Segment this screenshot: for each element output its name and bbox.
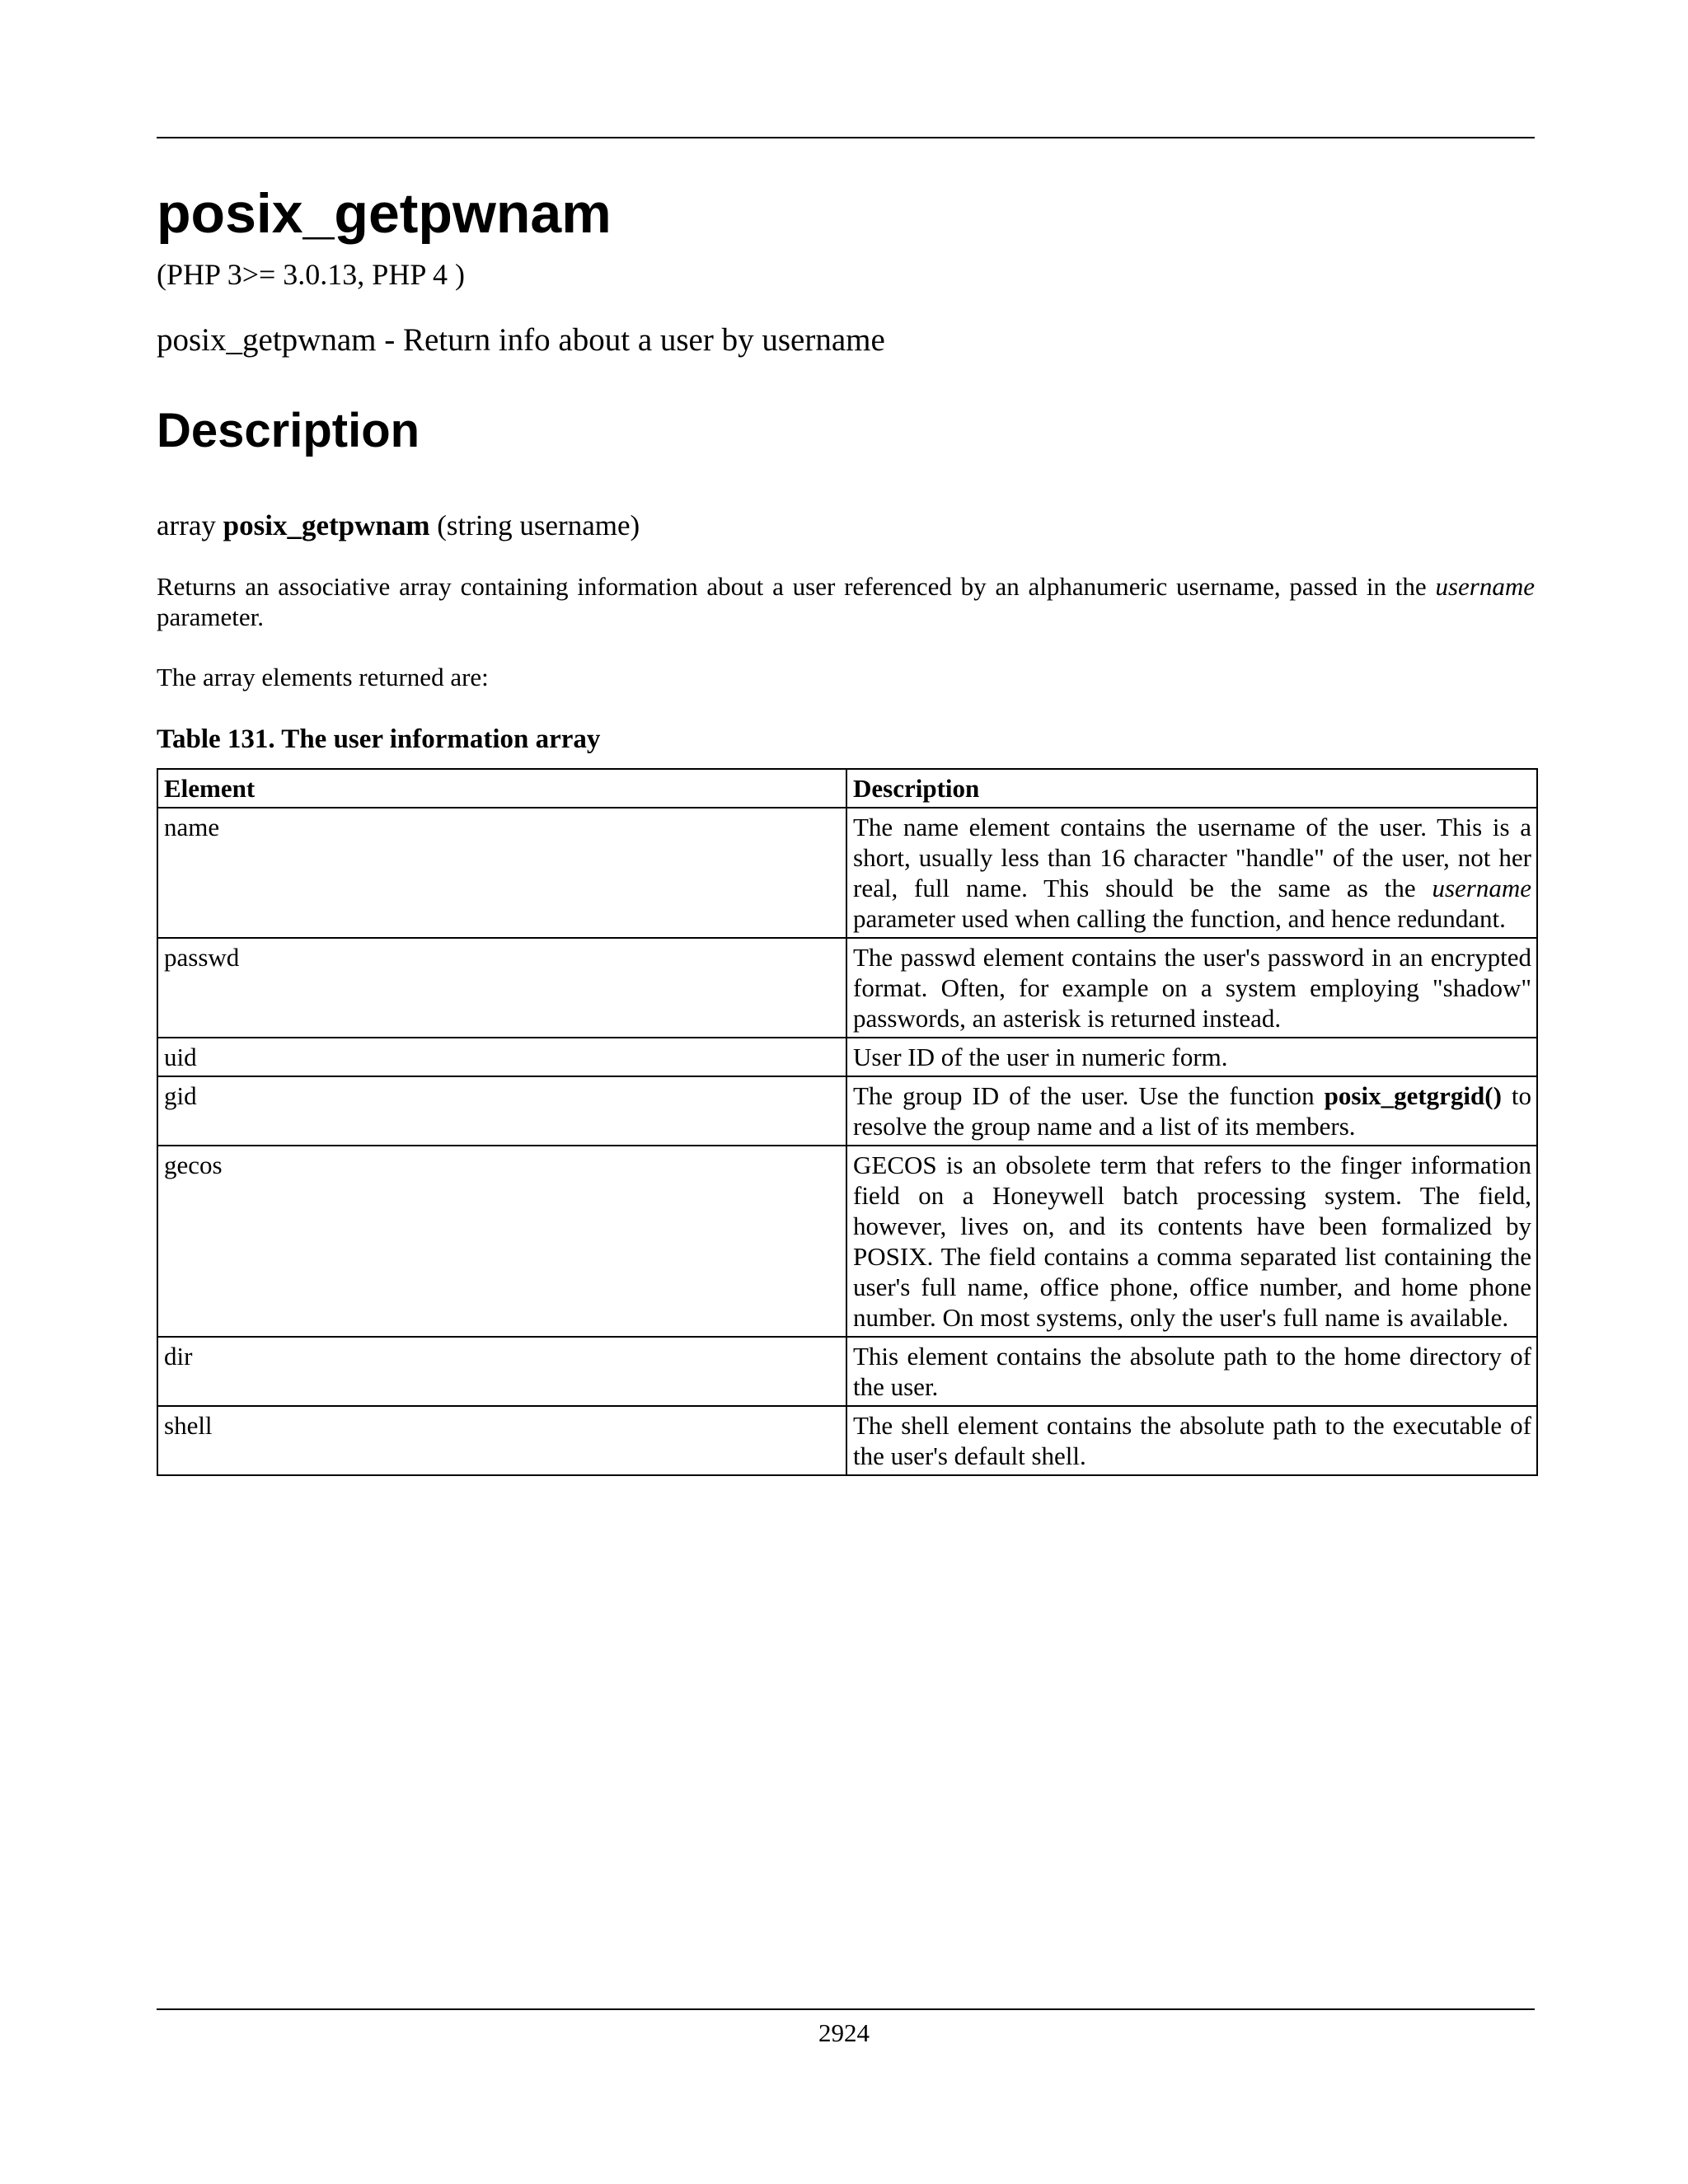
description-text-before: Returns an associative array containing information about a user referenced by an alphanumeric username, passed in the [157,572,1427,601]
description-cell: User ID of the user in numeric form. [846,1038,1537,1076]
description-cell-text: parameter used when calling the function, and hence redundant. [853,904,1506,933]
header-rule [157,137,1535,138]
description-cell: The passwd element contains the user's password in an encrypted format. Often, for example on a system employing "shadow" passwords, an asterisk is returned instead. [846,938,1537,1038]
function-purpose: posix_getpwnam - Return info about a user by username [157,322,885,358]
table-row [157,938,1537,1038]
description-cell: The shell element contains the absolute path to the executable of the user's default shell. [846,1406,1537,1475]
description-param-name: username [1435,572,1535,601]
description-cell-text: The group ID of the user. Use the function [853,1081,1315,1110]
element-cell: passwd [157,938,846,1038]
synopsis-return-type: array [157,509,216,541]
description-cell [846,1076,1537,1146]
page-title: posix_getpwnam [157,182,612,245]
synopsis-params: (string username) [437,509,640,541]
description-paragraph [157,571,1535,632]
description-text-after: parameter. [157,602,264,631]
element-cell: shell [157,1406,846,1475]
table-row [157,1337,1537,1406]
elements-intro: The array elements returned are: [157,663,489,691]
description-cell-text: The name element contains the username of the user. This is a short, usually less than 16 character "handle" of the user, not her real, full name. This should be the same as the [853,813,1531,902]
table-caption: Table 131. The user information array [157,724,601,754]
table-header-row [157,769,1537,808]
element-cell: uid [157,1038,846,1076]
footer-rule [157,2008,1535,2010]
column-header-description: Description [846,769,1537,808]
user-info-table [157,768,1538,1476]
version-info: (PHP 3>= 3.0.13, PHP 4 ) [157,258,465,291]
element-cell: gid [157,1076,846,1146]
table-row [157,1406,1537,1475]
description-cell [846,808,1537,938]
description-cell-text: to resolve the group name and a list of its members. [853,1081,1532,1141]
section-heading-description: Description [157,404,420,457]
synopsis-function-name: posix_getpwnam [223,509,430,541]
table-row [157,1038,1537,1076]
element-cell: name [157,808,846,938]
table-row [157,808,1537,938]
table-row [157,1146,1537,1337]
function-reference-link[interactable]: posix_getgrgid() [1324,1081,1502,1110]
description-cell: GECOS is an obsolete term that refers to the finger information field on a Honeywell batch processing system. The field, however, lives on, and its contents have been formalized by POSIX. The field contains a comma separated list containing the user's full name, office phone, office number, and home phone number. On most systems, only the user's full name is available. [846,1146,1537,1337]
function-synopsis [157,509,640,543]
element-cell: dir [157,1337,846,1406]
table-row [157,1076,1537,1146]
description-cell-param: username [1432,874,1531,902]
description-cell: This element contains the absolute path to the home directory of the user. [846,1337,1537,1406]
element-cell: gecos [157,1146,846,1337]
page-number: 2924 [818,2018,870,2047]
column-header-element: Element [157,769,846,808]
